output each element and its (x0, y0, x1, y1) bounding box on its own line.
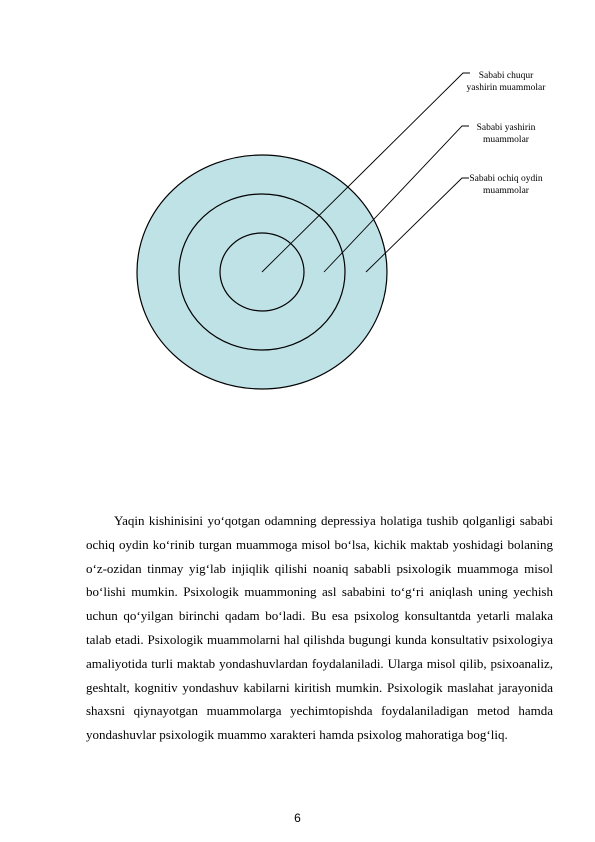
body-paragraph: Yaqin kishinisini yo‘qotgan odamning depressiya holatiga tushib qolganligi sababi ochiq oydin ko‘rinib turgan muammoga misol bo‘lsa, kichik maktab yoshidagi bolaning o‘z-ozidan tinmay yig‘lab injiqlik qilishi noaniq sababli psixologik muammoga misol bo‘lishi mumkin. Psixologik muammoning asl sababini to‘g‘ri aniqlash uning yechish uchun qo‘yilgan birinchi qadam bo‘ladi. Bu esa psixolog konsultantda yetarli malaka talab etadi. Psixologik muammolarni hal qilishda bugungi kunda konsultativ psixologiya amaliyotida turli maktab yondashuvlardan foydalaniladi. Ularga misol qilib, psixoanaliz, geshtalt, kognitiv yondashuv kabilarni kiritish mumkin. Psixologik maslahat jarayonida shaxsni qiynayotgan muammolarga yechimtopishda foydalaniladigan metod hamda yondashuvlar psixologik muammo xarakteri hamda psixolog mahoratiga bog‘liq. (86, 513, 553, 743)
label-deep-hidden-problems: Sababi chuqur yashirin muammolar (466, 71, 546, 93)
page-number: 6 (294, 811, 301, 825)
label-hidden-problems: Sababi yashirin muammolar (476, 123, 536, 145)
label-open-problems: Sababi ochiq oydin muammolar (469, 174, 543, 196)
